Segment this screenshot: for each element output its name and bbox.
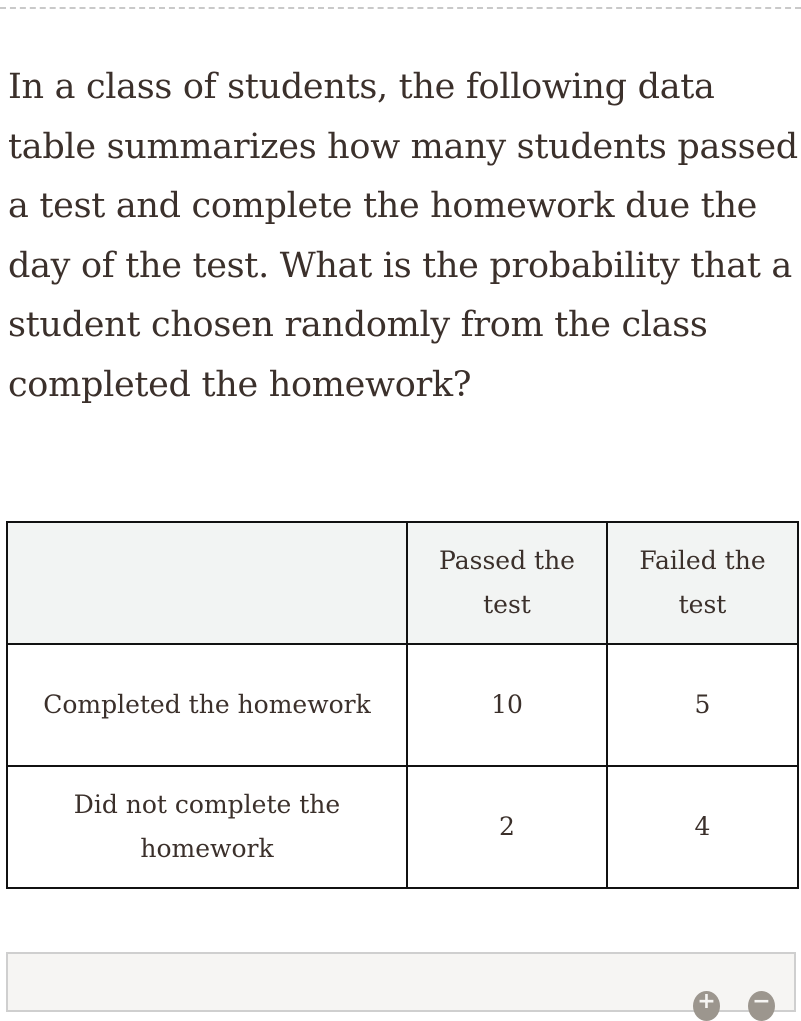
answer-input-area[interactable] [6,952,796,1012]
zoom-out-icon[interactable]: − [748,991,775,1021]
cell-value: 4 [607,766,798,888]
row-label: Completed the homework [7,644,407,766]
table-row [7,766,798,888]
data-table [6,521,799,889]
question-text: In a class of students, the following data table summarizes how many students passed a test and complete the homework due the day of the test. What is the probability that a student chosen randomly from the class completed the homework? [8,67,798,405]
row-label: Did not complete the homework [7,766,407,888]
zoom-in-icon[interactable]: + [693,991,720,1021]
table-row [7,644,798,766]
cell-value: 2 [407,766,607,888]
table-header-row [7,522,798,644]
header-cell-passed: Passed the test [407,522,607,644]
dashed-divider [0,7,801,9]
header-cell-failed: Failed the test [607,522,798,644]
cell-value: 5 [607,644,798,766]
header-cell-empty [7,522,407,644]
cell-value: 10 [407,644,607,766]
